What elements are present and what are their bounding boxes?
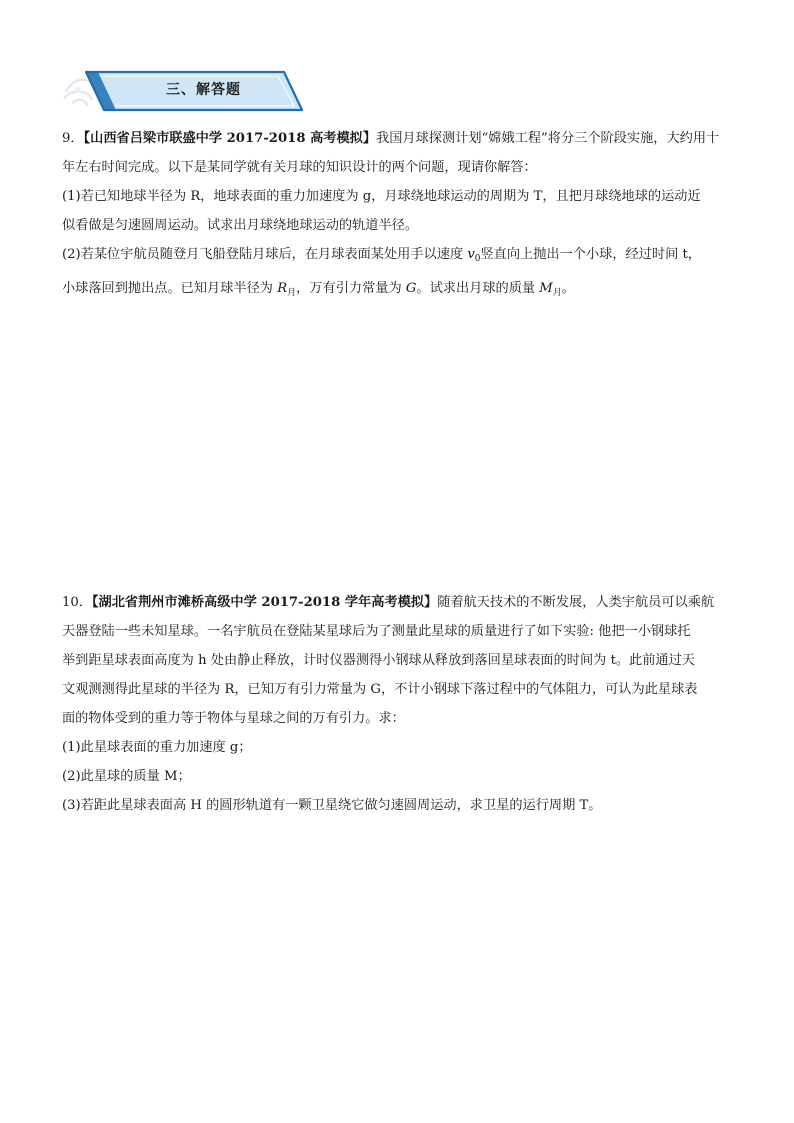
question-9-part-2-text-a: (2)若某位宇航员随登月飞船登陆月球后，在月球表面某处用手以速度 — [62, 247, 468, 262]
question-10 — [62, 588, 734, 820]
question-10-part-2: (2)此星球的质量 M； — [62, 769, 191, 784]
question-9-part-2-line-2 — [62, 274, 734, 308]
velocity-subscript: 0 — [474, 254, 481, 264]
question-10-line-4: 文观测测得此星球的半径为 R，已知万有引力常量为 G，不计小钢球下落过程中的气体阻力，可认为此星球表 — [62, 682, 698, 697]
radius-letter: R — [277, 281, 288, 296]
question-9-part-2-text-f: 。 — [561, 281, 576, 296]
swirl-decoration-icon — [64, 80, 94, 106]
question-10-intro-text: 随着航天技术的不断发展，人类宇航员可以乘航 — [437, 595, 715, 610]
gravity-constant-symbol: G — [405, 281, 417, 296]
question-9-part-2-text-c: 小球落回到抛出点。已知月球半径为 — [62, 281, 278, 296]
moon-mass-symbol — [539, 281, 562, 296]
question-9-line-1 — [62, 124, 734, 153]
question-9-part-2-text-d: ，万有引力常量为 — [296, 281, 406, 296]
question-10-line-5: 面的物体受到的重力等于物体与星球之间的万有引力。求： — [62, 711, 405, 726]
question-10-line-3: 举到距星球表面高度为 h 处由静止释放，计时仪器测得小钢球从释放到落回星球表面的时间为 t。此前通过天 — [62, 653, 695, 668]
question-9-part-2-line-1 — [62, 240, 734, 274]
question-10-part-3: (3)若距此星球表面高 H 的圆形轨道有一颗卫星绕它做匀速圆周运动，求卫星的运行周期 T。 — [62, 798, 602, 813]
mass-letter: M — [539, 281, 553, 296]
question-9-part-2-text-e: 。试求出月球的质量 — [416, 281, 540, 296]
question-9 — [62, 124, 734, 308]
velocity-symbol — [467, 247, 480, 262]
section-title: 三、解答题 — [166, 82, 241, 98]
question-9-line-2: 年左右时间完成。以下是某同学就有关月球的知识设计的两个问题，现请你解答： — [62, 160, 537, 175]
moon-radius-symbol — [277, 281, 296, 296]
question-9-part-1-line-2: 似看做是匀速圆周运动。试求出月球绕地球运动的轨道半径。 — [62, 218, 419, 233]
question-9-number: 9． — [62, 131, 84, 146]
question-9-part-2-text-b: 竖直向上抛出一个小球，经过时间 t， — [480, 247, 701, 262]
question-10-line-2: 天器登陆一些未知星球。一名宇航员在登陆某星球后为了测量此星球的质量进行了如下实验: 他把一小钢球托 — [62, 624, 691, 639]
question-9-intro-text: 我国月球探测计划“嫦娥工程”将分三个阶段实施，大约用十 — [376, 131, 720, 146]
question-9-part-1-line-1: (1)若已知地球半径为 R，地球表面的重力加速度为 g，月球绕地球运动的周期为 T，且把月球绕地球的运动近 — [62, 189, 701, 204]
radius-subscript: 月 — [287, 288, 297, 298]
question-10-source: 【湖北省荆州市滩桥高级中学 2017-2018 学年高考模拟】 — [91, 595, 438, 610]
question-10-line-1 — [62, 588, 734, 617]
section-header — [58, 68, 308, 114]
mass-subscript: 月 — [552, 288, 562, 298]
question-10-number: 10． — [62, 595, 92, 610]
question-10-part-1: (1)此星球表面的重力加速度 g； — [62, 740, 252, 755]
velocity-letter: v — [467, 247, 475, 262]
question-9-source: 【山西省吕梁市联盛中学 2017-2018 高考模拟】 — [83, 131, 377, 146]
